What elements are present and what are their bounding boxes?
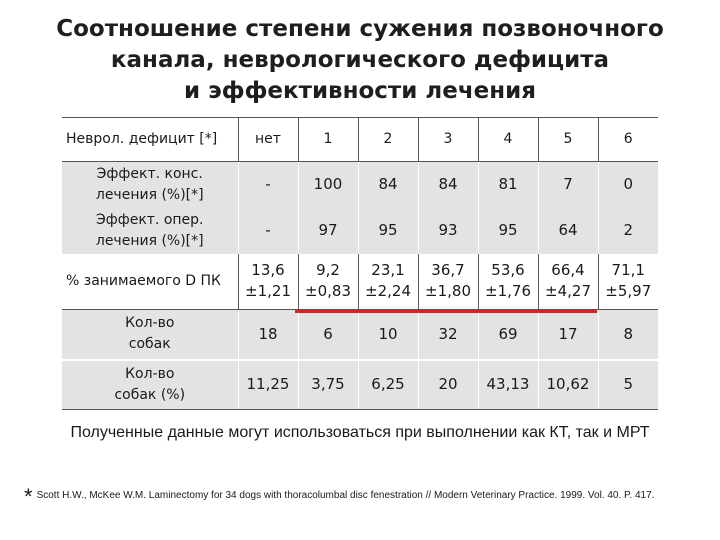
percent-sd: ±1,76 — [485, 282, 531, 301]
header-cell: 3 — [418, 118, 478, 162]
table-cell: 18 — [238, 310, 298, 360]
footnote-marker: * — [24, 484, 33, 509]
table-cell: 81 — [478, 162, 538, 208]
title-line-3: и эффективности лечения — [184, 78, 536, 104]
table-cell: 69 — [478, 310, 538, 360]
percent-mean: 36,7 — [431, 261, 465, 280]
table-cell: 84 — [358, 162, 418, 208]
table-cell: 93 — [418, 208, 478, 254]
table-cell: 11,25 — [238, 360, 298, 410]
header-cell: 2 — [358, 118, 418, 162]
percent-sd: ±1,80 — [425, 282, 471, 301]
table-cell: 5 — [598, 360, 658, 410]
percent-cell — [598, 254, 658, 310]
operative-label — [62, 208, 238, 254]
table-cell: 32 — [418, 310, 478, 360]
label-line: Кол-во — [125, 365, 175, 382]
conclusion-note: Полученные данные могут использоваться при выполнении как КТ, так и МРТ — [70, 424, 650, 441]
table-cell: 95 — [358, 208, 418, 254]
reference-text: Scott H.W., McKee W.M. Laminectomy for 34 dogs with thoracolumbal disc fenestration // Modern Veterinary Practice. 1999. Vol. 40. P. 417. — [36, 490, 655, 501]
percent-cell — [418, 254, 478, 310]
table-cell: 17 — [538, 310, 598, 360]
title-line-1: Соотношение степени сужения позвоночного — [56, 16, 664, 42]
percent-cell — [538, 254, 598, 310]
label-line: лечения (%)[*] — [95, 232, 204, 249]
table-cell: 8 — [598, 310, 658, 360]
label-line: собак — [128, 336, 171, 353]
percent-mean: 53,6 — [491, 261, 525, 280]
table-cell: - — [238, 162, 298, 208]
count-label — [62, 310, 238, 360]
table-cell: 6 — [298, 310, 358, 360]
title-line-2: канала, неврологического дефицита — [110, 47, 610, 73]
reference-footnote — [24, 484, 714, 510]
header-cell: 6 — [598, 118, 658, 162]
percent-row — [62, 254, 658, 310]
table-cell: 2 — [598, 208, 658, 254]
percent-sd: ±1,21 — [245, 282, 291, 301]
highlight-underline — [295, 310, 597, 313]
label-line: Кол-во — [125, 315, 175, 332]
count-row — [62, 310, 658, 360]
percent-mean: 9,2 — [316, 261, 340, 280]
header-cell: 1 — [298, 118, 358, 162]
label-line: Эффект. конс. — [96, 165, 203, 182]
table-cell: 10,62 — [538, 360, 598, 410]
table-cell: 7 — [538, 162, 598, 208]
percent-mean: 66,4 — [551, 261, 585, 280]
table-cell: 6,25 — [358, 360, 418, 410]
table-cell: 0 — [598, 162, 658, 208]
percent-sd: ±2,24 — [365, 282, 411, 301]
percent-mean: 13,6 — [251, 261, 285, 280]
percent-cell — [358, 254, 418, 310]
header-cell: 5 — [538, 118, 598, 162]
table-cell: - — [238, 208, 298, 254]
table-cell: 64 — [538, 208, 598, 254]
header-cell: 4 — [478, 118, 538, 162]
percent-sd: ±4,27 — [545, 282, 591, 301]
table-cell: 20 — [418, 360, 478, 410]
conservative-label — [62, 162, 238, 208]
label-line: Эффект. опер. — [95, 211, 204, 228]
table-cell: 97 — [298, 208, 358, 254]
conservative-row — [62, 162, 658, 208]
header-row — [62, 118, 658, 162]
table-cell: 43,13 — [478, 360, 538, 410]
percent-mean: 23,1 — [371, 261, 405, 280]
percent-sd: ±0,83 — [305, 282, 351, 301]
label-line: лечения (%)[*] — [95, 186, 204, 203]
percent-sd: ±5,97 — [605, 282, 652, 301]
slide-title — [0, 14, 720, 107]
percent-cell — [478, 254, 538, 310]
table-cell: 10 — [358, 310, 418, 360]
header-cell: нет — [238, 118, 298, 162]
count-percent-label — [62, 360, 238, 410]
count-percent-row — [62, 360, 658, 410]
table-cell: 3,75 — [298, 360, 358, 410]
percent-cell — [238, 254, 298, 310]
label-line: собак (%) — [114, 386, 186, 403]
percent-label: % занимаемого D ПК — [62, 254, 238, 310]
header-label: Неврол. дефицит [*] — [62, 118, 238, 162]
percent-cell — [298, 254, 358, 310]
table-cell: 84 — [418, 162, 478, 208]
table-cell: 95 — [478, 208, 538, 254]
operative-row — [62, 208, 658, 254]
percent-mean: 71,1 — [611, 261, 645, 280]
table-cell: 100 — [298, 162, 358, 208]
data-table — [62, 117, 658, 410]
